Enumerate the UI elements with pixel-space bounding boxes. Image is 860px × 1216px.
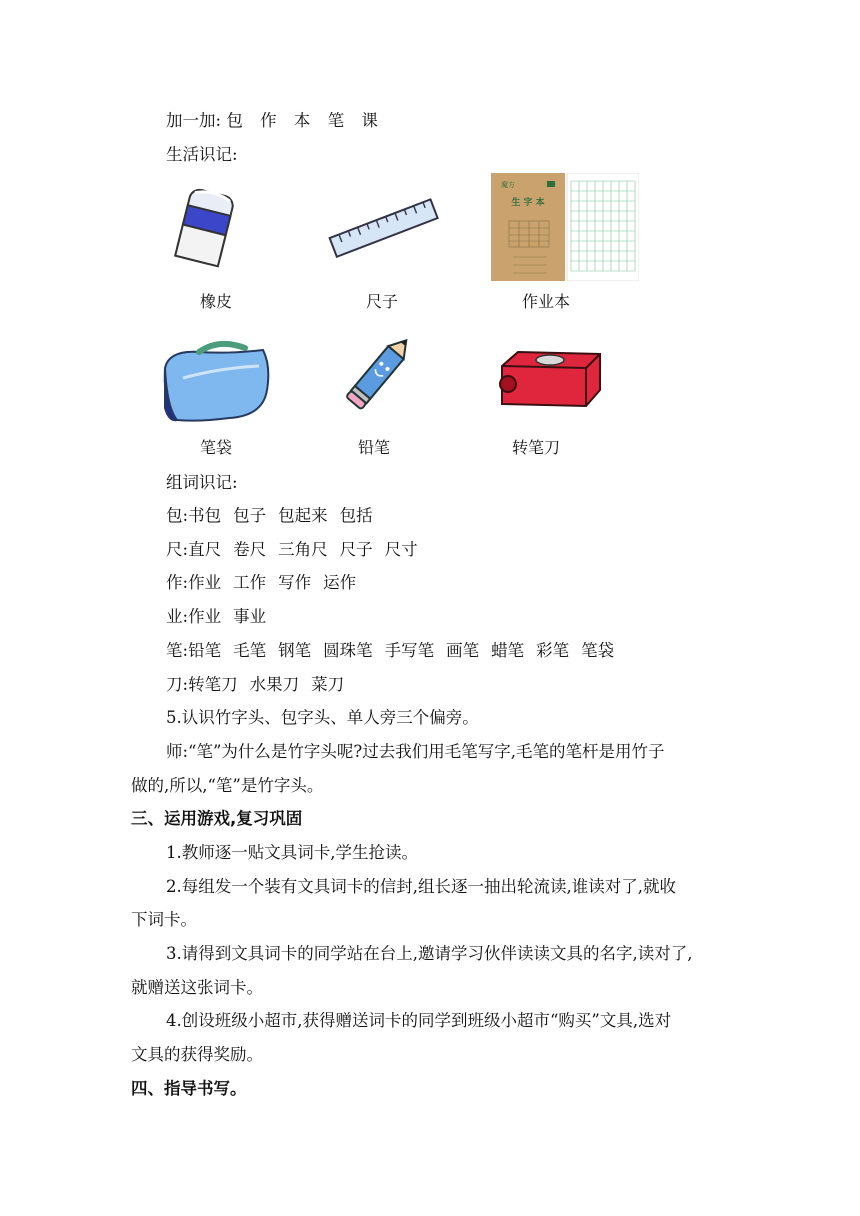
step-line: 1.教师逐一贴文具词卡,学生抢读。 [166,843,418,862]
word-group: 刀:转笔刀 水果刀 菜刀 [166,675,345,694]
step-line: 2.每组发一个装有文具词卡的信封,组长逐一抽出轮流读,谁读对了,就收 [166,877,676,896]
ruler-icon [326,194,442,264]
step-line: 3.请得到文具词卡的同学站在台上,邀请学习伙伴读读文具的名字,读对了, [166,944,693,963]
add-line: 加一加: 包 作 本 笔 课 [166,111,378,130]
step-line: 下词卡。 [131,910,197,929]
word-group: 尺:直尺 卷尺 三角尺 尺子 尺寸 [166,540,418,559]
item-label: 尺子 [365,292,398,311]
item-label: 笔袋 [199,438,232,457]
sharpener-icon [494,344,606,414]
word-group: 作:作业 工作 写作 运作 [166,573,357,592]
step-line: 就赠送这张词卡。 [131,978,263,997]
step-line: 文具的获得奖励。 [131,1045,263,1064]
pencil-case-icon [159,338,273,426]
item-label: 转笔刀 [511,438,560,457]
notebook-title: 生 字 本 [511,198,545,208]
point-5: 5.认识竹字头、包字头、单人旁三个偏旁。 [166,708,479,727]
group-title: 组词识记: [166,473,238,492]
item-label: 铅笔 [357,438,390,457]
life-title: 生活识记: [166,145,238,164]
item-label: 作业本 [521,292,570,311]
eraser-icon [170,184,240,270]
word-group: 业:作业 事业 [166,607,267,626]
notebook-icon [491,173,639,281]
section-heading: 四、指导书写。 [131,1079,247,1098]
pencil-icon [340,334,416,414]
section-heading: 三、运用游戏,复习巩固 [131,809,303,828]
word-group: 笔:铅笔 毛笔 钢笔 圆珠笔 手写笔 画笔 蜡笔 彩笔 笔袋 [166,641,615,660]
teacher-line: 做的,所以,“笔”是竹字头。 [131,776,324,795]
step-line: 4.创设班级小超市,获得赠送词卡的同学到班级小超市“购买”文具,选对 [166,1011,672,1030]
item-label: 橡皮 [199,292,232,311]
notebook-brand: 魔方 [501,181,515,189]
word-group: 包:书包 包子 包起来 包括 [166,506,373,525]
teacher-line: 师:“笔”为什么是竹字头呢?过去我们用毛笔写字,毛笔的笔杆是用竹子 [166,742,665,761]
